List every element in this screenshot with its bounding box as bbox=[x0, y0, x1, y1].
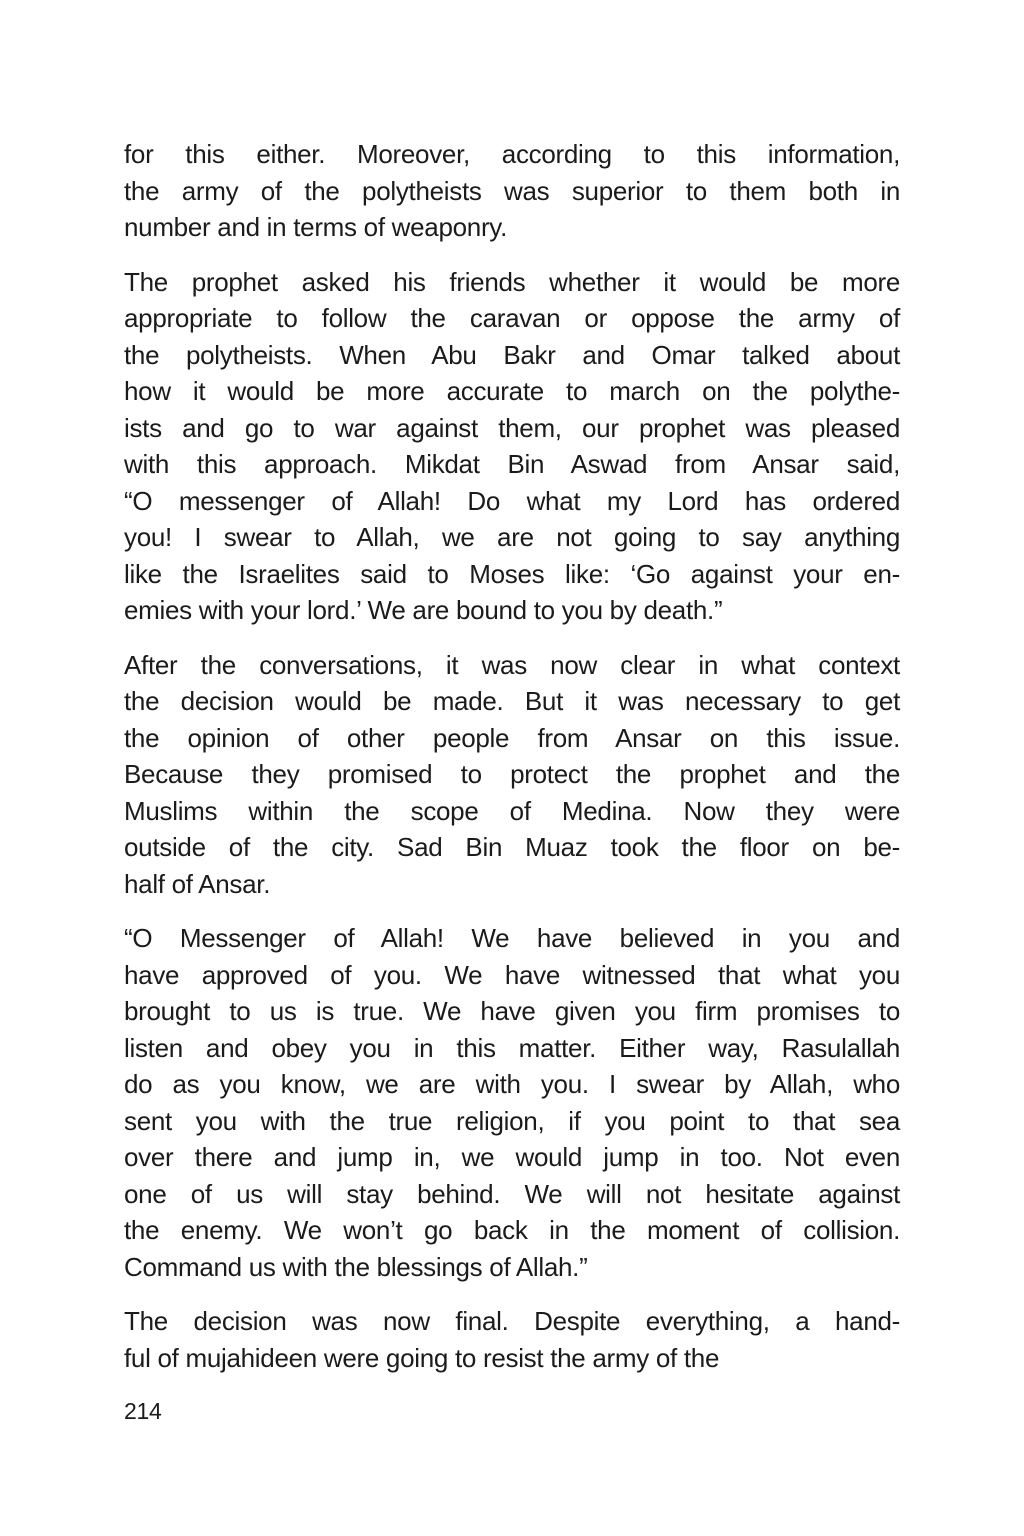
text-line: have approved of you. We have witnessed that what you bbox=[124, 959, 900, 990]
page-number: 214 bbox=[124, 1398, 162, 1424]
text-line: the army of the polytheists was superior to them both in bbox=[124, 175, 900, 206]
text-line: outside of the city. Sad Bin Muaz took the floor on be- bbox=[124, 832, 900, 862]
text-line: the opinion of other people from Ansar on this issue. bbox=[124, 722, 900, 753]
text-line: over there and jump in, we would jump in too. Not even bbox=[124, 1142, 900, 1172]
text-line: brought to us is true. We have given you firm promises to bbox=[124, 996, 900, 1026]
text-line: do as you know, we are with you. I swear by Allah, who bbox=[124, 1069, 900, 1099]
paragraph bbox=[124, 136, 900, 246]
text-line: The decision was now final. Despite everything, a hand- bbox=[124, 1306, 900, 1336]
paragraph bbox=[124, 920, 900, 1285]
text-line: with this approach. Mikdat Bin Aswad from Ansar said, bbox=[124, 449, 900, 479]
paragraph bbox=[124, 264, 900, 629]
text-line: how it would be more accurate to march on the polythe- bbox=[124, 376, 900, 406]
text-line: for this either. Moreover, according to this information, bbox=[124, 139, 900, 169]
text-line: ful of mujahideen were going to resist the army of the bbox=[124, 1342, 720, 1373]
paragraph bbox=[124, 647, 900, 903]
text-line: Command us with the blessings of Allah.” bbox=[124, 1251, 588, 1282]
text-line: “O Messenger of Allah! We have believed in you and bbox=[124, 923, 900, 953]
text-line: emies with your lord.’ We are bound to you by death.” bbox=[124, 595, 723, 625]
paragraph bbox=[124, 1303, 900, 1376]
body-text bbox=[124, 136, 900, 1394]
text-line: The prophet asked his friends whether it would be more bbox=[124, 266, 900, 297]
text-line: sent you with the true religion, if you point to that sea bbox=[124, 1105, 900, 1136]
text-line: ists and go to war against them, our prophet was pleased bbox=[124, 412, 900, 443]
text-line: you! I swear to Allah, we are not going to say anything bbox=[124, 522, 900, 552]
text-line: Because they promised to protect the prophet and the bbox=[124, 759, 900, 789]
text-line: appropriate to follow the caravan or oppose the army of bbox=[124, 303, 900, 333]
text-line: the enemy. We won’t go back in the moment of collision. bbox=[124, 1215, 900, 1245]
text-line: one of us will stay behind. We will not hesitate against bbox=[124, 1178, 900, 1209]
text-line: the polytheists. When Abu Bakr and Omar talked about bbox=[124, 339, 900, 370]
text-line: Muslims within the scope of Medina. Now they were bbox=[124, 795, 900, 826]
text-line: half of Ansar. bbox=[124, 868, 271, 899]
text-line: the decision would be made. But it was necessary to get bbox=[124, 686, 900, 716]
text-line: After the conversations, it was now clear in what context bbox=[124, 649, 900, 680]
text-line: number and in terms of weaponry. bbox=[124, 212, 508, 242]
text-line: “O messenger of Allah! Do what my Lord has ordered bbox=[124, 485, 900, 516]
text-line: listen and obey you in this matter. Either way, Rasulallah bbox=[124, 1032, 900, 1063]
text-line: like the Israelites said to Moses like: ‘Go against your en- bbox=[124, 558, 900, 589]
